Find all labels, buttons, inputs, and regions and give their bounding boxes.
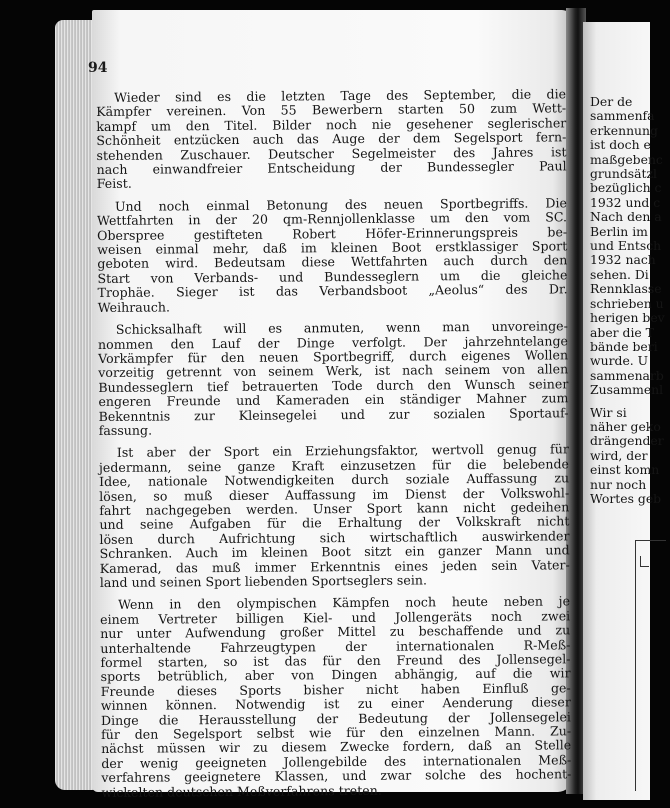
text-line: Kamerad, das muß immer Erkenntnis eines jeden sein Vater- [99, 556, 570, 576]
text-line: Wieder sind es die letzten Tage des September, die die [113, 86, 567, 105]
text-line: erkennung [590, 122, 658, 138]
text-line: geboten wird. Bedeutsam diese Wettfahrten auch durch den [97, 252, 568, 272]
paragraph-5 [100, 595, 572, 800]
text-line: verfahrens geeignetere Klassen, und zwar solche des hochent- [101, 766, 572, 786]
text-line: Wettfahrten in der 20 qm-Rennjollenklasse um den vom SC. [96, 209, 568, 229]
text-line: fassung. [98, 422, 153, 438]
text-line: maßgebenc [590, 151, 663, 167]
text-line: sehen. Di [590, 266, 649, 282]
text-line: vorzeitig getrennt von seinem Werk, ist nach seinem von allen [98, 361, 569, 381]
text-line: nur noch [590, 476, 647, 492]
text-line: Wir si [590, 404, 627, 420]
text-line: lösen, so muß dieser Auffassung im Dienst der Volkswohl- [99, 484, 570, 504]
text-line: Bundesseglern tief betrauerten Tode durch den Wunsch seiner [98, 376, 569, 395]
text-line: Idee, nationale Notwendigkeiten durch soziale Auffassung zu [99, 470, 570, 490]
right-page-text [590, 95, 670, 506]
paragraph-1 [96, 87, 567, 192]
text-line: Bekenntnis zur Kleinsegelei und zur sozialen Sportauf- [98, 404, 569, 424]
text-line: der wenig geeigneten Jollengebilde des internationalen Meß- [101, 752, 572, 771]
text-line: stehenden Zuschauer. Deutscher Segelmeister des Jahres ist [96, 143, 567, 163]
text-line: fahrt nachgegeben werden. Unser Sport kann nicht gedeihen [99, 499, 570, 518]
text-line: Zusammenl [590, 382, 664, 398]
diagram-mark [640, 556, 649, 567]
text-line: einst komn [590, 462, 660, 478]
text-line: und Entsch [590, 238, 662, 254]
text-line: Oberspree gestifteten Robert Höfer-Erinnerungspreis be- [97, 223, 568, 243]
text-line: bezüglich c [590, 180, 662, 196]
text-line: grundsätzl [590, 166, 657, 182]
text-line: nur unter Aufwendung großer Mittel zu beschaffende und zu [100, 622, 571, 642]
text-line: lösen durch Aufrichtung sich wirtschaftlich auswirkender [99, 528, 570, 547]
text-line: Wenn in den olympischen Kämpfen noch heute neben je [117, 593, 571, 613]
text-line: weisen einmal mehr, daß im kleinen Boot erstklassiger Sport [97, 238, 568, 258]
text-line: wird, der [590, 447, 648, 463]
text-line: 1932 nach [590, 252, 656, 268]
text-line: nach einwandfreier Entscheidung der Bundessegler Paul [96, 158, 567, 178]
text-line: 1932 und c [590, 194, 661, 210]
text-line: sports betrüblich, aber von Dingen abhängig, auf die wir [100, 665, 571, 685]
text-line: Weihrauch. [97, 299, 171, 315]
text-line: Rennklasse [590, 281, 662, 297]
text-line: ist doch e [590, 137, 651, 153]
text-line: Und noch einmal Betonung des neuen Sportbegriffs. Die [114, 195, 567, 214]
text-line: nommen den Lauf der Dinge verfolgt. Der jahrzehntelange [97, 332, 569, 352]
page-number: 94 [88, 60, 108, 76]
paragraph-3 [98, 319, 569, 438]
left-page-text [96, 87, 572, 808]
text-line: aber die T [590, 324, 654, 340]
text-line: formel starten, so ist das für den Freund des Jollensegel- [100, 651, 571, 671]
text-line: wickelten deutschen Meßverfahrens treten. [101, 782, 382, 800]
text-line: für den Segelsport selbst wie für den einzelnen Mann. Zu- [100, 723, 572, 743]
text-line: Schicksalhaft will es anmuten, wenn man unvoreinge- [115, 318, 568, 337]
text-line: und seine Aufgaben für die Erhaltung der Volkskraft nicht [99, 513, 570, 533]
text-line: drängender [590, 433, 664, 449]
text-line: Schranken. Auch im kleinen Boot sitzt ein ganzer Mann und [99, 542, 570, 562]
text-line: engeren Freunde und Kameraden ein ständiger Mahner zum [98, 390, 569, 410]
paragraph-4 [99, 443, 570, 591]
text-line: nächst müssen wir zu diesem Zwecke fordern, daß an Stelle [101, 737, 572, 757]
text-line: sammenarb [590, 367, 664, 383]
text-line: jedermann, seine ganze Kraft einzusetzen für die belebende [98, 456, 569, 475]
diagram-frame [635, 540, 666, 791]
text-line: Ist aber der Sport ein Erziehungsfaktor, wertvoll genug für [116, 441, 569, 461]
text-line: einem Vertreter billigen Kiel- und Jollengeräts noch zwei [100, 608, 571, 627]
text-line: bände beri [590, 338, 658, 354]
text-line: land und seinen Sport liebenden Sportseglers sein. [99, 572, 428, 590]
text-line: Schönheit entzücken auch das Auge der dem Segelsport fern- [96, 129, 567, 149]
text-line: Der de [590, 94, 633, 109]
text-line: Vorkämpfer für den neuen Sportbegriff, durch eigenes Wollen [98, 347, 569, 366]
text-line: unterhaltende Fahrzeugtypen der internationalen R-Meß- [100, 636, 571, 656]
text-line: wurde. U [590, 353, 649, 369]
text-line: Freunde dieses Sports bisher nicht haben Einfluß ge- [100, 680, 571, 699]
text-line: Nach den a [590, 209, 662, 225]
text-line: kampf um den Titel. Bilder noch nie gesehener seglerischer [96, 115, 567, 134]
text-line: näher geko [590, 418, 661, 434]
text-line: Trophäe. Sieger ist das Verbandsboot „Aeolus“ des Dr. [97, 281, 568, 301]
text-line: sammenfa [590, 108, 655, 124]
text-line: schrieben u [590, 295, 664, 311]
text-line: Berlin im [590, 223, 648, 239]
text-line: winnen können. Notwendig ist zu einer Aenderung dieser [100, 694, 571, 714]
text-line: Wortes geb [590, 490, 662, 506]
text-line: Dinge die Herausstellung der Bedeutung der Jollensegelei [100, 708, 571, 728]
text-line: Kämpfer vereinen. Von 55 Bewerbern starten 50 zum Wett- [96, 100, 567, 120]
text-line: herigen bev [590, 310, 665, 326]
text-line: Feist. [96, 176, 132, 192]
paragraph-2 [97, 196, 568, 315]
text-line: Start von Verbands- und Bundesseglern um die gleiche [97, 267, 568, 286]
